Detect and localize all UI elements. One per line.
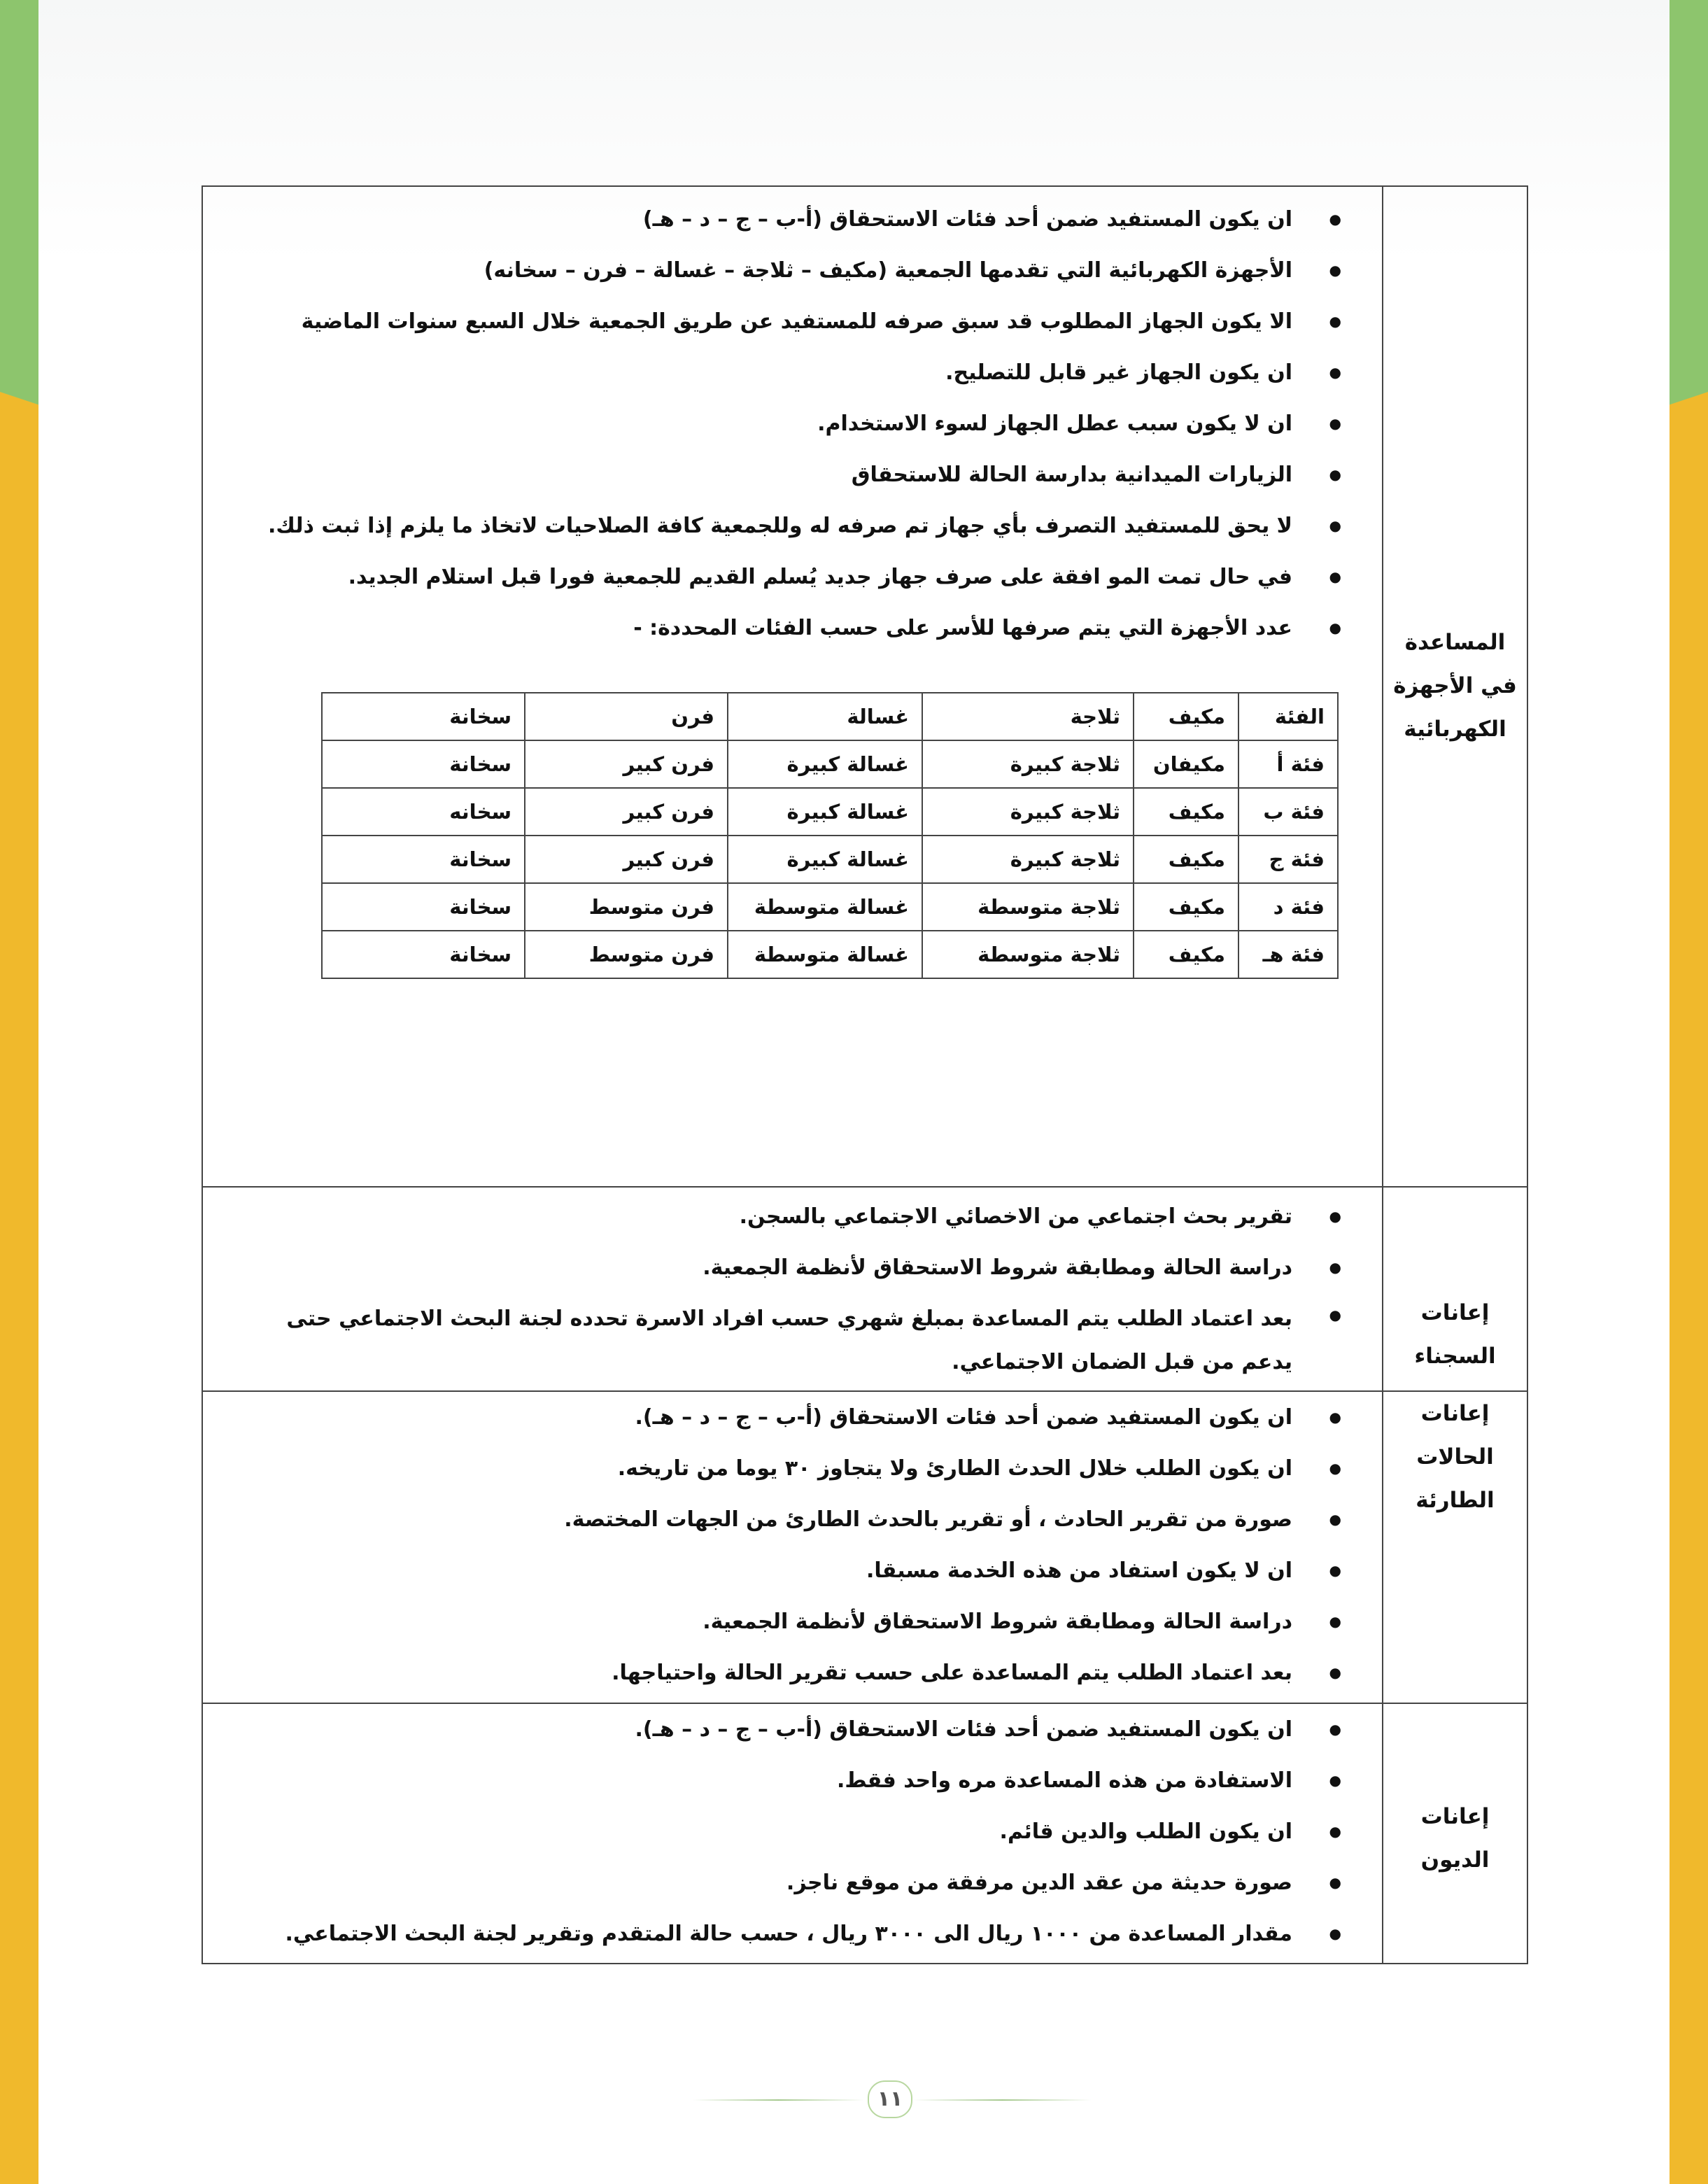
header-cell: سخانة — [322, 693, 525, 740]
bullet-item: ● في حال تمت المو افقة على صرف جهاز جديد يُسلم القديم للجمعية فورا قبل استلام الجديد. — [231, 551, 1292, 603]
bullet-item: ● دراسة الحالة ومطابقة شروط الاستحقاق لأنظمة الجمعية. — [231, 1242, 1292, 1293]
table-cell: ثلاجة كبيرة — [922, 788, 1134, 836]
table-cell: سخانة — [322, 931, 525, 978]
section-content-debts — [202, 1703, 1383, 1964]
footer-line-left — [693, 2099, 864, 2101]
footer-line-right — [913, 2099, 1092, 2101]
bullet-list — [203, 1704, 1382, 1959]
table-cell: مكيفان — [1134, 740, 1238, 788]
section-content-emergency — [202, 1391, 1383, 1703]
table-cell: فرن كبير — [525, 788, 728, 836]
bullet-item: ● الا يكون الجهاز المطلوب قد سبق صرفه للمستفيد عن طريق الجمعية خلال السبع سنوات الماضية — [231, 296, 1292, 347]
bullet-list — [203, 1392, 1382, 1698]
table-cell: غسالة كبيرة — [728, 836, 922, 883]
table-cell: مكيف — [1134, 931, 1238, 978]
table-cell: سخانة — [322, 740, 525, 788]
bullet-item: ● مقدار المساعدة من ١٠٠٠ ريال الى ٣٠٠٠ ريال ، حسب حالة المتقدم وتقرير لجنة البحث الاجتماعي. — [231, 1908, 1292, 1959]
page-number: ١١ — [868, 2080, 912, 2118]
bullet-item: ● ان يكون الجهاز غير قابل للتصليح. — [231, 347, 1292, 398]
table-cell: مكيف — [1134, 883, 1238, 931]
bullet-item: ● الاستفادة من هذه المساعدة مره واحد فقط. — [231, 1755, 1292, 1806]
table-row — [322, 931, 1338, 978]
table-cell: غسالة متوسطة — [728, 931, 922, 978]
bullet-item: ● دراسة الحالة ومطابقة شروط الاستحقاق لأنظمة الجمعية. — [231, 1596, 1292, 1647]
table-cell: ثلاجة كبيرة — [922, 740, 1134, 788]
section-label-text: إعانات السجناء — [1414, 1300, 1496, 1369]
bullet-item: ● عدد الأجهزة التي يتم صرفها للأسر على حسب الفئات المحددة: - — [231, 603, 1292, 654]
bullet-item: ● صورة حديثة من عقد الدين مرفقة من موقع ناجز. — [231, 1857, 1292, 1908]
header-cell: الفئة — [1238, 693, 1338, 740]
section-label-debts — [1383, 1703, 1527, 1964]
table-cell: فرن كبير — [525, 740, 728, 788]
section-content-electrical — [202, 186, 1383, 1187]
category-table-header — [322, 693, 1338, 740]
table-cell: فئة د — [1238, 883, 1338, 931]
table-cell: فئة أ — [1238, 740, 1338, 788]
table-cell: سخانة — [322, 883, 525, 931]
table-cell: غسالة كبيرة — [728, 788, 922, 836]
table-cell: فرن كبير — [525, 836, 728, 883]
header-cell: فرن — [525, 693, 728, 740]
section-label-text: المساعدة في الأجهزة الكهربائية — [1393, 630, 1517, 742]
bullet-item: ● ان يكون الطلب والدين قائم. — [231, 1806, 1292, 1857]
header-cell: غسالة — [728, 693, 922, 740]
table-cell: فرن متوسط — [525, 883, 728, 931]
category-table — [321, 692, 1339, 979]
table-row — [322, 836, 1338, 883]
bullet-item: ● ان لا يكون استفاد من هذه الخدمة مسبقا. — [231, 1545, 1292, 1596]
section-row-electrical — [202, 186, 1527, 1187]
table-row — [322, 740, 1338, 788]
table-row — [322, 883, 1338, 931]
bullet-item: ● الزيارات الميدانية بدارسة الحالة للاستحقاق — [231, 449, 1292, 500]
table-cell: ثلاجة متوسطة — [922, 931, 1134, 978]
bullet-item: ● تقرير بحث اجتماعي من الاخصائي الاجتماعي بالسجن. — [231, 1191, 1292, 1242]
section-row-emergency — [202, 1391, 1527, 1703]
section-label-emergency — [1383, 1391, 1527, 1703]
section-label-electrical — [1383, 186, 1527, 1187]
bullet-item: ● بعد اعتماد الطلب يتم المساعدة بمبلغ شهري حسب افراد الاسرة تحدده لجنة البحث الاجتماعي حتى يدعم من قبل الضمان الاجتماعي. — [231, 1293, 1292, 1384]
section-label-text: إعانات الديون — [1420, 1804, 1490, 1873]
section-row-debts — [202, 1703, 1527, 1964]
table-cell: غسالة كبيرة — [728, 740, 922, 788]
section-content-prisoners — [202, 1187, 1383, 1391]
header-cell: ثلاجة — [922, 693, 1134, 740]
bullet-item: ● ان لا يكون سبب عطل الجهاز لسوء الاستخدام. — [231, 398, 1292, 449]
bullet-item: ● ان يكون الطلب خلال الحدث الطارئ ولا يتجاوز ٣٠ يوما من تاريخه. — [231, 1443, 1292, 1494]
table-cell: سخانه — [322, 788, 525, 836]
section-label-text: إعانات الحالات الطارئة — [1416, 1401, 1495, 1513]
table-cell: سخانة — [322, 836, 525, 883]
bullet-list — [203, 1191, 1382, 1384]
bullet-item: ● ان يكون المستفيد ضمن أحد فئات الاستحقاق (أ-ب – ج – د – هـ). — [231, 1704, 1292, 1755]
bullet-list — [203, 194, 1382, 654]
table-cell: فئة ب — [1238, 788, 1338, 836]
table-cell: فئة هـ — [1238, 931, 1338, 978]
bullet-item: ● الأجهزة الكهربائية التي تقدمها الجمعية (مكيف – ثلاجة – غسالة – فرن – سخانه) — [231, 245, 1292, 296]
bullet-item: ● لا يحق للمستفيد التصرف بأي جهاز تم صرفه له وللجمعية كافة الصلاحيات لاتخاذ ما يلزم إذا ثبت ذلك. — [231, 500, 1292, 551]
header-cell: مكيف — [1134, 693, 1238, 740]
bullet-item: ● ان يكون المستفيد ضمن أحد فئات الاستحقاق (أ-ب – ج – د – هـ) — [231, 194, 1292, 245]
table-cell: فرن متوسط — [525, 931, 728, 978]
table-cell: ثلاجة متوسطة — [922, 883, 1134, 931]
table-cell: فئة ج — [1238, 836, 1338, 883]
table-cell: مكيف — [1134, 836, 1238, 883]
bullet-item: ● بعد اعتماد الطلب يتم المساعدة على حسب تقرير الحالة واحتياجها. — [231, 1647, 1292, 1698]
section-row-prisoners — [202, 1187, 1527, 1391]
table-cell: مكيف — [1134, 788, 1238, 836]
services-table — [202, 185, 1528, 1964]
table-cell: ثلاجة كبيرة — [922, 836, 1134, 883]
table-cell: غسالة متوسطة — [728, 883, 922, 931]
table-row — [322, 788, 1338, 836]
bullet-item: ● ان يكون المستفيد ضمن أحد فئات الاستحقاق (أ-ب – ج – د – هـ). — [231, 1392, 1292, 1443]
section-label-prisoners — [1383, 1187, 1527, 1391]
bullet-item: ● صورة من تقرير الحادث ، أو تقرير بالحدث الطارئ من الجهات المختصة. — [231, 1494, 1292, 1545]
